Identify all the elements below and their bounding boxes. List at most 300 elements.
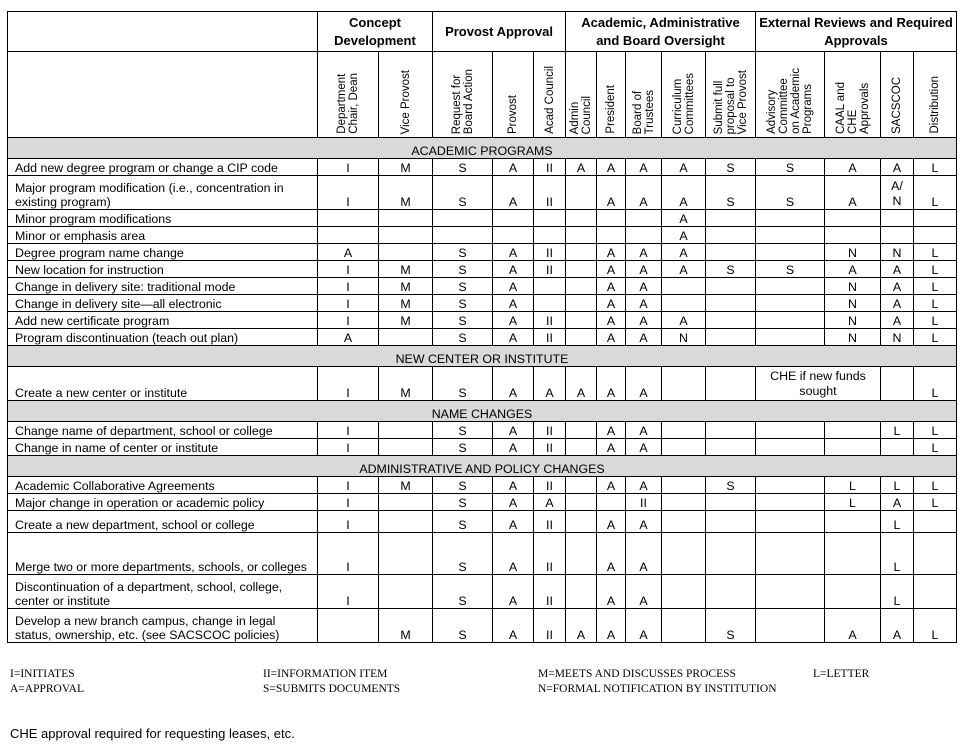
row-label: Create a new center or institute xyxy=(8,367,318,401)
column-header: Distribution xyxy=(914,52,957,138)
matrix-cell: N xyxy=(825,312,881,329)
matrix-cell xyxy=(379,227,433,244)
matrix-cell: A xyxy=(881,494,914,511)
matrix-cell: A xyxy=(493,244,534,261)
matrix-cell: L xyxy=(914,244,957,261)
matrix-cell: M xyxy=(379,609,433,643)
table-row xyxy=(8,278,957,295)
matrix-cell: S xyxy=(706,477,756,494)
matrix-cell: M xyxy=(379,278,433,295)
matrix-cell xyxy=(706,575,756,609)
matrix-cell xyxy=(379,244,433,261)
matrix-cell: A xyxy=(318,329,379,346)
matrix-cell: A xyxy=(825,176,881,210)
matrix-cell: S xyxy=(433,494,493,511)
matrix-cell: L xyxy=(914,295,957,312)
matrix-cell: A xyxy=(493,439,534,456)
matrix-cell xyxy=(318,227,379,244)
matrix-cell: A xyxy=(597,176,626,210)
table-row xyxy=(8,159,957,176)
header-corner-cell xyxy=(8,12,318,52)
label-column-header xyxy=(8,52,318,138)
matrix-cell: A xyxy=(881,159,914,176)
table-row xyxy=(8,261,957,278)
matrix-cell: M xyxy=(379,261,433,278)
matrix-cell: I xyxy=(318,261,379,278)
matrix-cell: S xyxy=(433,176,493,210)
matrix-cell: A xyxy=(626,477,662,494)
matrix-cell: A xyxy=(566,367,597,401)
matrix-cell: N xyxy=(825,278,881,295)
matrix-cell: N xyxy=(825,295,881,312)
matrix-cell: S xyxy=(433,609,493,643)
matrix-cell: I xyxy=(318,159,379,176)
column-header: Advisory Committee on Academic Programs xyxy=(756,52,825,138)
matrix-cell: I xyxy=(318,494,379,511)
column-header: Acad Council xyxy=(534,52,566,138)
matrix-cell: A xyxy=(626,295,662,312)
matrix-cell xyxy=(379,575,433,609)
matrix-cell: S xyxy=(706,261,756,278)
matrix-cell xyxy=(566,295,597,312)
matrix-cell: A xyxy=(493,575,534,609)
matrix-cell: II xyxy=(534,533,566,575)
matrix-cell: M xyxy=(379,367,433,401)
matrix-cell: A xyxy=(881,278,914,295)
matrix-cell xyxy=(566,477,597,494)
row-label: Develop a new branch campus, change in legal status, ownership, etc. (see SACSCOC policies) xyxy=(8,609,318,643)
matrix-cell: I xyxy=(318,422,379,439)
matrix-cell xyxy=(706,312,756,329)
matrix-cell: L xyxy=(881,511,914,533)
matrix-cell xyxy=(662,367,706,401)
matrix-cell xyxy=(756,244,825,261)
matrix-cell: S xyxy=(433,367,493,401)
matrix-cell: A xyxy=(626,329,662,346)
matrix-cell: A xyxy=(626,312,662,329)
matrix-cell xyxy=(881,439,914,456)
row-label: Change in delivery site: traditional mode xyxy=(8,278,318,295)
matrix-cell xyxy=(566,227,597,244)
matrix-cell: A xyxy=(597,575,626,609)
matrix-cell xyxy=(318,609,379,643)
column-header: Provost xyxy=(493,52,534,138)
table-row xyxy=(8,244,957,261)
matrix-cell xyxy=(825,227,881,244)
matrix-cell: S xyxy=(756,261,825,278)
matrix-cell xyxy=(706,511,756,533)
row-label: Create a new department, school or college xyxy=(8,511,318,533)
matrix-cell xyxy=(433,210,493,227)
matrix-cell xyxy=(566,261,597,278)
matrix-cell xyxy=(662,609,706,643)
matrix-cell: A xyxy=(626,511,662,533)
matrix-cell: M xyxy=(379,295,433,312)
section-title: NAME CHANGES xyxy=(8,401,957,422)
matrix-cell: A xyxy=(566,159,597,176)
matrix-cell: A xyxy=(626,367,662,401)
matrix-cell: A xyxy=(493,329,534,346)
table-row xyxy=(8,227,957,244)
matrix-cell xyxy=(914,511,957,533)
matrix-cell: II xyxy=(534,176,566,210)
matrix-cell: S xyxy=(433,244,493,261)
column-header: Board of Trustees xyxy=(626,52,662,138)
matrix-cell xyxy=(534,278,566,295)
matrix-cell: II xyxy=(534,575,566,609)
matrix-cell xyxy=(318,210,379,227)
matrix-cell: A xyxy=(493,511,534,533)
matrix-cell: A xyxy=(825,609,881,643)
matrix-cell xyxy=(756,609,825,643)
row-label: New location for instruction xyxy=(8,261,318,278)
matrix-cell: I xyxy=(318,367,379,401)
matrix-cell xyxy=(756,511,825,533)
matrix-cell xyxy=(914,210,957,227)
section-row xyxy=(8,138,957,159)
section-title: NEW CENTER OR INSTITUTE xyxy=(8,346,957,367)
row-label: Discontinuation of a department, school, college, center or institute xyxy=(8,575,318,609)
matrix-cell: A xyxy=(566,609,597,643)
row-label: Academic Collaborative Agreements xyxy=(8,477,318,494)
matrix-cell xyxy=(881,367,914,401)
matrix-cell: A xyxy=(881,312,914,329)
matrix-cell xyxy=(379,439,433,456)
matrix-cell: S xyxy=(756,159,825,176)
matrix-cell xyxy=(566,210,597,227)
matrix-cell: A xyxy=(662,159,706,176)
matrix-cell: A xyxy=(534,367,566,401)
matrix-cell xyxy=(881,210,914,227)
table-row xyxy=(8,533,957,575)
matrix-cell xyxy=(756,575,825,609)
matrix-cell: A xyxy=(825,159,881,176)
matrix-cell: A xyxy=(597,261,626,278)
matrix-cell xyxy=(825,422,881,439)
legend-formal-notification: N=FORMAL NOTIFICATION BY INSTITUTION xyxy=(538,683,777,695)
matrix-cell: A xyxy=(597,367,626,401)
matrix-cell: S xyxy=(433,295,493,312)
column-header: CAAL and CHE Approvals xyxy=(825,52,881,138)
matrix-cell: A xyxy=(493,367,534,401)
legend-submits-documents: S=SUBMITS DOCUMENTS xyxy=(263,683,401,695)
matrix-cell: A xyxy=(493,494,534,511)
column-header: Vice Provost xyxy=(379,52,433,138)
legend-meets-discusses: M=MEETS AND DISCUSSES PROCESS xyxy=(538,668,736,680)
matrix-cell: A xyxy=(493,261,534,278)
matrix-cell xyxy=(626,210,662,227)
matrix-cell: A xyxy=(662,244,706,261)
matrix-cell: A xyxy=(493,295,534,312)
column-header: Curriculum Committees xyxy=(662,52,706,138)
matrix-cell: A xyxy=(881,609,914,643)
matrix-cell: L xyxy=(914,439,957,456)
matrix-cell: II xyxy=(534,244,566,261)
legend-approval: A=APPROVAL xyxy=(10,683,85,695)
matrix-cell xyxy=(914,533,957,575)
matrix-cell: S xyxy=(433,575,493,609)
group-external-reviews: External Reviews and Required Approvals xyxy=(756,12,957,52)
matrix-cell: A xyxy=(626,422,662,439)
table-row xyxy=(8,609,957,643)
matrix-cell: S xyxy=(756,176,825,210)
matrix-cell: A xyxy=(626,439,662,456)
matrix-cell: A xyxy=(662,261,706,278)
row-label: Program discontinuation (teach out plan) xyxy=(8,329,318,346)
matrix-cell xyxy=(566,329,597,346)
matrix-cell: M xyxy=(379,477,433,494)
matrix-cell xyxy=(493,210,534,227)
row-label: Merge two or more departments, schools, or colleges xyxy=(8,533,318,575)
matrix-cell: N xyxy=(662,329,706,346)
matrix-cell: II xyxy=(534,439,566,456)
matrix-cell: I xyxy=(318,278,379,295)
row-label: Change name of department, school or college xyxy=(8,422,318,439)
matrix-cell: A xyxy=(493,533,534,575)
section-title: ACADEMIC PROGRAMS xyxy=(8,138,957,159)
matrix-cell xyxy=(756,278,825,295)
section-row xyxy=(8,401,957,422)
matrix-cell: L xyxy=(881,422,914,439)
matrix-cell xyxy=(756,422,825,439)
matrix-cell: A xyxy=(597,422,626,439)
matrix-cell xyxy=(662,533,706,575)
matrix-cell: A xyxy=(626,575,662,609)
matrix-cell: A xyxy=(597,278,626,295)
matrix-cell xyxy=(566,439,597,456)
table-body xyxy=(8,138,957,643)
matrix-cell: A xyxy=(597,533,626,575)
matrix-cell: N xyxy=(881,244,914,261)
matrix-cell: A xyxy=(597,439,626,456)
group-academic-admin-board-oversight: Academic, Administrative and Board Oversight xyxy=(566,12,756,52)
matrix-cell xyxy=(379,494,433,511)
matrix-cell xyxy=(566,176,597,210)
matrix-cell: A xyxy=(597,312,626,329)
legend-initiates: I=INITIATES xyxy=(10,668,75,680)
table-row xyxy=(8,422,957,439)
matrix-cell: I xyxy=(318,477,379,494)
matrix-cell xyxy=(706,439,756,456)
matrix-cell: A xyxy=(493,609,534,643)
column-header: Department Chair, Dean xyxy=(318,52,379,138)
row-label: Add new certificate program xyxy=(8,312,318,329)
matrix-cell xyxy=(566,244,597,261)
matrix-cell xyxy=(662,278,706,295)
table-row xyxy=(8,367,957,401)
matrix-cell: L xyxy=(914,261,957,278)
matrix-cell: L xyxy=(914,329,957,346)
matrix-cell xyxy=(379,511,433,533)
matrix-cell: S xyxy=(433,329,493,346)
matrix-cell: S xyxy=(433,511,493,533)
matrix-cell xyxy=(706,278,756,295)
matrix-cell xyxy=(662,477,706,494)
matrix-cell: A/ N xyxy=(881,176,914,210)
matrix-cell: I xyxy=(318,511,379,533)
column-header-row xyxy=(8,52,957,138)
table-row xyxy=(8,439,957,456)
matrix-cell xyxy=(825,533,881,575)
matrix-cell: A xyxy=(662,210,706,227)
matrix-cell xyxy=(706,295,756,312)
matrix-cell xyxy=(597,210,626,227)
matrix-cell xyxy=(597,227,626,244)
matrix-cell: L xyxy=(825,477,881,494)
footnote: CHE approval required for requesting leases, etc. xyxy=(10,726,295,741)
matrix-cell: A xyxy=(626,176,662,210)
matrix-cell xyxy=(706,367,756,401)
matrix-cell: S xyxy=(433,533,493,575)
matrix-cell: A xyxy=(626,159,662,176)
matrix-cell: II xyxy=(534,159,566,176)
matrix-cell xyxy=(706,227,756,244)
column-header: President xyxy=(597,52,626,138)
matrix-cell xyxy=(756,210,825,227)
row-label: Major program modification (i.e., concentration in existing program) xyxy=(8,176,318,210)
matrix-cell xyxy=(566,511,597,533)
matrix-cell: A xyxy=(534,494,566,511)
column-header: Request for Board Action xyxy=(433,52,493,138)
table-row xyxy=(8,295,957,312)
row-label: Major change in operation or academic policy xyxy=(8,494,318,511)
matrix-cell xyxy=(756,227,825,244)
matrix-cell: S xyxy=(706,176,756,210)
matrix-cell: A xyxy=(597,329,626,346)
header-group-row xyxy=(8,12,957,52)
matrix-cell xyxy=(756,477,825,494)
approval-matrix-table xyxy=(7,11,957,643)
matrix-cell: N xyxy=(825,329,881,346)
matrix-cell: N xyxy=(825,244,881,261)
matrix-cell xyxy=(825,210,881,227)
matrix-cell xyxy=(379,329,433,346)
matrix-cell xyxy=(706,210,756,227)
legend-letter: L=LETTER xyxy=(813,668,870,680)
matrix-cell: A xyxy=(493,278,534,295)
table-row xyxy=(8,511,957,533)
matrix-cell: A xyxy=(493,312,534,329)
matrix-cell xyxy=(379,210,433,227)
matrix-cell: S xyxy=(433,278,493,295)
matrix-cell: M xyxy=(379,176,433,210)
table-row xyxy=(8,575,957,609)
matrix-cell: A xyxy=(626,261,662,278)
matrix-cell: L xyxy=(914,477,957,494)
table-row xyxy=(8,312,957,329)
matrix-cell: S xyxy=(706,609,756,643)
matrix-cell: II xyxy=(534,329,566,346)
matrix-cell xyxy=(706,494,756,511)
matrix-cell: A xyxy=(825,261,881,278)
matrix-cell: M xyxy=(379,159,433,176)
matrix-cell: II xyxy=(626,494,662,511)
matrix-cell: S xyxy=(433,477,493,494)
matrix-cell: L xyxy=(914,367,957,401)
section-row xyxy=(8,346,957,367)
table-row xyxy=(8,210,957,227)
matrix-cell: A xyxy=(626,244,662,261)
column-header: SACSCOC xyxy=(881,52,914,138)
table-row xyxy=(8,494,957,511)
matrix-cell: S xyxy=(433,422,493,439)
matrix-cell xyxy=(662,295,706,312)
matrix-cell xyxy=(662,511,706,533)
matrix-cell xyxy=(756,494,825,511)
matrix-cell: S xyxy=(433,439,493,456)
matrix-cell: A xyxy=(597,295,626,312)
matrix-cell: A xyxy=(662,176,706,210)
matrix-cell xyxy=(825,575,881,609)
matrix-cell: A xyxy=(597,244,626,261)
group-concept-development: Concept Development xyxy=(318,12,433,52)
row-label: Degree program name change xyxy=(8,244,318,261)
matrix-cell xyxy=(379,422,433,439)
matrix-cell: A xyxy=(626,278,662,295)
table-row xyxy=(8,176,957,210)
matrix-cell: II xyxy=(534,477,566,494)
matrix-cell: I xyxy=(318,312,379,329)
matrix-cell xyxy=(706,533,756,575)
matrix-cell: II xyxy=(534,312,566,329)
matrix-cell xyxy=(597,494,626,511)
matrix-cell: A xyxy=(493,477,534,494)
matrix-cell xyxy=(433,227,493,244)
matrix-cell xyxy=(756,533,825,575)
matrix-cell xyxy=(566,575,597,609)
matrix-cell: I xyxy=(318,533,379,575)
matrix-cell: S xyxy=(433,312,493,329)
matrix-cell xyxy=(825,439,881,456)
matrix-cell xyxy=(566,422,597,439)
matrix-cell: L xyxy=(914,494,957,511)
table-row xyxy=(8,329,957,346)
matrix-cell: II xyxy=(534,609,566,643)
matrix-cell xyxy=(566,312,597,329)
section-title: ADMINISTRATIVE AND POLICY CHANGES xyxy=(8,456,957,477)
matrix-cell: S xyxy=(433,159,493,176)
matrix-cell xyxy=(881,227,914,244)
matrix-cell xyxy=(662,422,706,439)
column-header: Submit full proposal to Vice Provost xyxy=(706,52,756,138)
matrix-cell: I xyxy=(318,575,379,609)
matrix-cell: II xyxy=(534,422,566,439)
matrix-cell xyxy=(566,494,597,511)
matrix-cell: I xyxy=(318,439,379,456)
matrix-cell xyxy=(706,329,756,346)
matrix-cell: II xyxy=(534,511,566,533)
matrix-cell: L xyxy=(881,477,914,494)
matrix-cell: L xyxy=(914,422,957,439)
table-row xyxy=(8,477,957,494)
matrix-cell: II xyxy=(534,261,566,278)
matrix-cell: L xyxy=(881,533,914,575)
matrix-cell xyxy=(493,227,534,244)
row-label: Change in name of center or institute xyxy=(8,439,318,456)
matrix-cell: A xyxy=(597,477,626,494)
matrix-cell: N xyxy=(881,329,914,346)
matrix-cell xyxy=(566,278,597,295)
row-label: Minor or emphasis area xyxy=(8,227,318,244)
row-label: Minor program modifications xyxy=(8,210,318,227)
matrix-cell: I xyxy=(318,295,379,312)
matrix-cell xyxy=(626,227,662,244)
matrix-cell: A xyxy=(597,159,626,176)
matrix-cell xyxy=(706,422,756,439)
matrix-cell: A xyxy=(493,176,534,210)
matrix-cell xyxy=(756,295,825,312)
row-label: Add new degree program or change a CIP code xyxy=(8,159,318,176)
